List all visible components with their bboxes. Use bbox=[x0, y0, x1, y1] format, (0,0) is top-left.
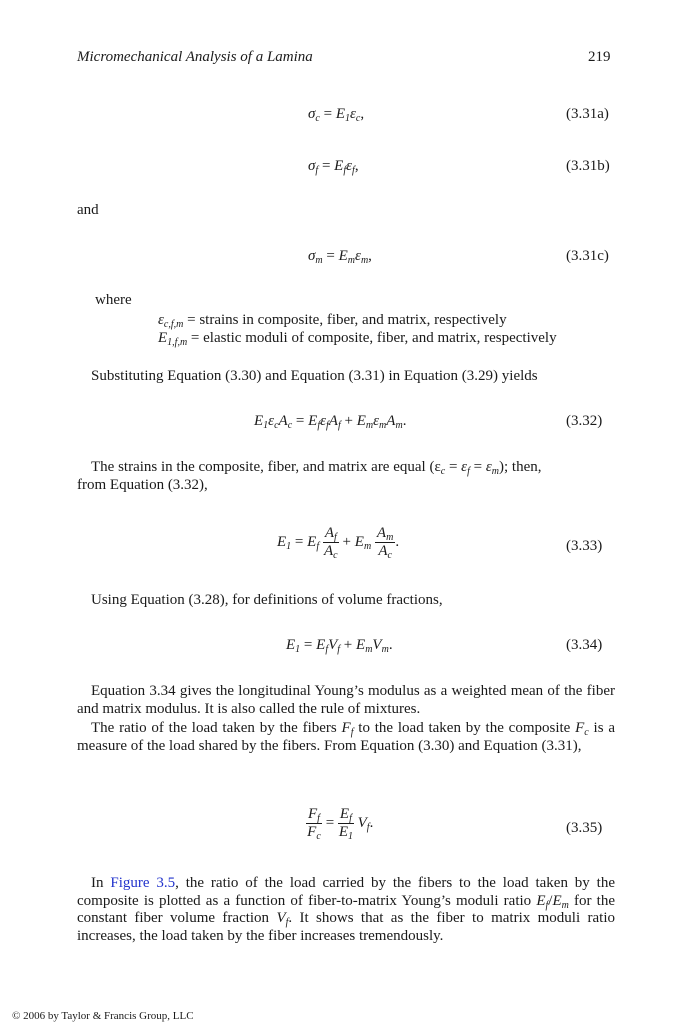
equation-number: (3.31c) bbox=[566, 248, 609, 264]
paragraph-volume-fractions: Using Equation (3.28), for definitions of volume fractions, bbox=[91, 592, 443, 608]
paragraph-strains-equal-cont: from Equation (3.32), bbox=[77, 477, 208, 493]
figure-3-5-link[interactable]: Figure 3.5 bbox=[110, 875, 176, 891]
paragraph-substituting: Substituting Equation (3.30) and Equation (3.31) in Equation (3.29) yields bbox=[91, 368, 538, 384]
equation-3-35: $\frac{F_f}{F_c}$ = $\frac{E_f}{E_1}$ $V_f$. bbox=[307, 806, 374, 842]
paragraph-rule-of-mixtures: Equation 3.34 gives the longitudinal Young’s modulus as a weighted mean of the fiber and matrix modulus. It is also called the rule of mixtures. bbox=[77, 683, 615, 717]
page-number: 219 bbox=[588, 49, 611, 65]
definition-strains: $\varepsilon_{c,f,m}$ = strains in composite, fiber, and matrix, respectively bbox=[158, 312, 507, 330]
equation-number: (3.34) bbox=[566, 637, 603, 653]
equation-3-34: $E_1 = E_fV_f + E_mV_m$. bbox=[286, 637, 393, 655]
equation-3-31c: $\sigma_m = E_m\varepsilon_m$, bbox=[308, 248, 372, 266]
equation-3-33: $E_1 = E_f$ $\frac{A_f}{A_c}$ + $E_m$ $\frac{A_m}{A_c}$ . bbox=[277, 525, 400, 561]
equation-3-31b: $\sigma_f = E_f\varepsilon_f$, bbox=[308, 158, 359, 176]
copyright-footer: © 2006 by Taylor & Francis Group, LLC bbox=[12, 1010, 194, 1022]
equation-3-32: $E_1\varepsilon_cA_c = E_f\varepsilon_fA_f + E_m\varepsilon_mA_m$. bbox=[254, 413, 407, 431]
equation-number: (3.35) bbox=[566, 820, 603, 836]
text-and: and bbox=[77, 202, 99, 218]
running-header-title: Micromechanical Analysis of a Lamina bbox=[77, 49, 313, 65]
paragraph-figure-reference: In Figure 3.5, the ratio of the load carried by the fibers to the load taken by the composite is plotted as a function of fiber-to-matrix Young’s moduli ratio $E_f/E_m$ for the constant fiber volume fraction $V_f$. It shows that as the fiber to matrix moduli ratio increases, the load taken by the fiber increases tremendously. bbox=[77, 875, 615, 944]
equation-number: (3.31a) bbox=[566, 106, 609, 122]
equation-number: (3.31b) bbox=[566, 158, 610, 174]
equation-3-31a: $\sigma_c = E_1\varepsilon_c$, bbox=[308, 106, 365, 124]
paragraph-load-ratio: The ratio of the load taken by the fibers $F_f$ to the load taken by the composite $F_c$ is a measure of the load shared by the fibers. From Equation (3.30) and Equation (3.31), bbox=[77, 720, 615, 754]
definition-moduli: $E_{1,f,m}$ = elastic moduli of composite, fiber, and matrix, respectively bbox=[158, 330, 557, 348]
paragraph-strains-equal: The strains in the composite, fiber, and matrix are equal $(\varepsilon_c = \varepsilon_f = \varepsilon_m)$; then, bbox=[91, 459, 542, 477]
equation-number: (3.33) bbox=[566, 538, 603, 554]
equation-number: (3.32) bbox=[566, 413, 603, 429]
text-where: where bbox=[95, 292, 132, 308]
